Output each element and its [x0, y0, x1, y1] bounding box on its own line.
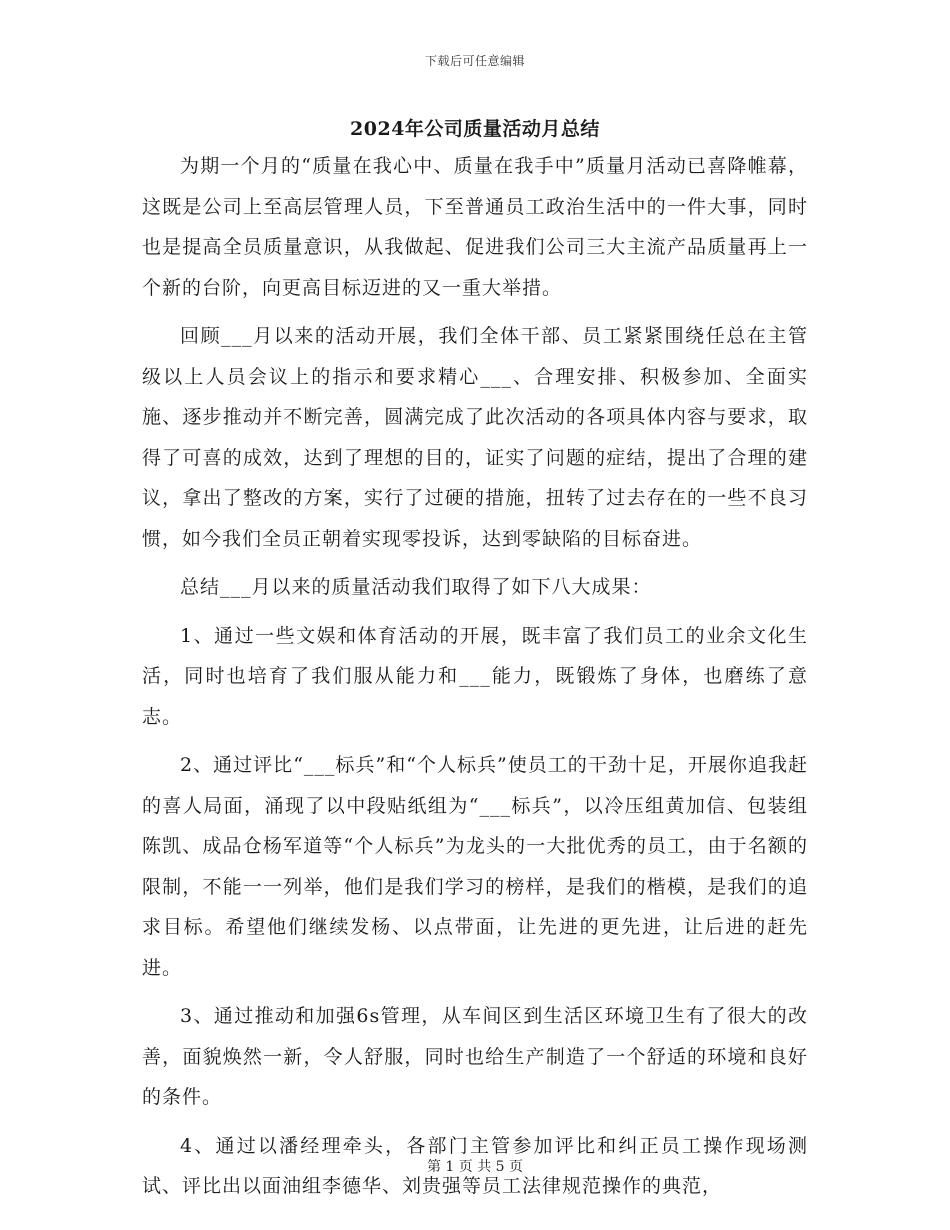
paragraph-summary-lead: 总结___月以来的质量活动我们取得了如下八大成果：: [180, 576, 652, 598]
paragraph-item-4: 4、通过以潘经理牵头，各部门主管参加评比和纠正员工操作现场测试、评比出以面油组李德华、刘贵强等员工法律规范操作的典范，: [142, 1134, 808, 1197]
paragraph-item-1: 1、通过一些文娱和体育活动的开展，既丰富了我们员工的业余文化生活，同时也培育了我们服从能力和___能力，既锻炼了身体，也磨练了意志。: [142, 624, 808, 728]
paragraph-item-2: 2、通过评比“___标兵”和“个人标兵”使员工的干劲十足，开展你追我赶的喜人局面，涌现了以中段贴纸组为“___标兵”，以冷压组黄加信、包装组陈凯、成品仓杨军道等“个人标兵”为龙头的一大批优秀的员工，由于名额的限制，不能一一列举，他们是我们学习的榜样，是我们的楷模，是我们的追求目标。希望他们继续发杨、以点带面，让先进的更先进，让后进的赶先进。: [142, 754, 808, 979]
paragraph-review: 回顾___月以来的活动开展，我们全体干部、员工紧紧围绕任总在主管级以上人员会议上的指示和要求精心___、合理安排、积极参加、全面实施、逐步推动并不断完善，圆满完成了此次活动的各项具体内容与要求，取得了可喜的成效，达到了理想的目的，证实了问题的症结，提出了合理的建议，拿出了整改的方案，实行了过硬的措施，扭转了过去存在的一些不良习惯，如今我们全员正朝着实现零投诉，达到零缺陷的目标奋进。: [142, 325, 808, 550]
document-body: [142, 146, 808, 1215]
paragraph-intro: 为期一个月的“质量在我心中、质量在我手中”质量月活动已喜降帷幕，这既是公司上至高层管理人员，下至普通员工政治生活中的一件大事，同时也是提高全员质量意识，从我做起、促进我们公司三大主流产品质量再上一个新的台阶，向更高目标迈进的又一重大举措。: [142, 155, 808, 299]
header-note: 下载后可任意编辑: [424, 54, 525, 68]
document-title: 2024年公司质量活动月总结: [350, 118, 600, 140]
page-footer: 第 1 页 共 5 页: [426, 1159, 524, 1175]
paragraph-item-3: 3、通过推动和加强6s管理，从车间区到生活区环境卫生有了很大的改善，面貌焕然一新，令人舒服，同时也给生产制造了一个舒适的环境和良好的条件。: [142, 1005, 808, 1108]
